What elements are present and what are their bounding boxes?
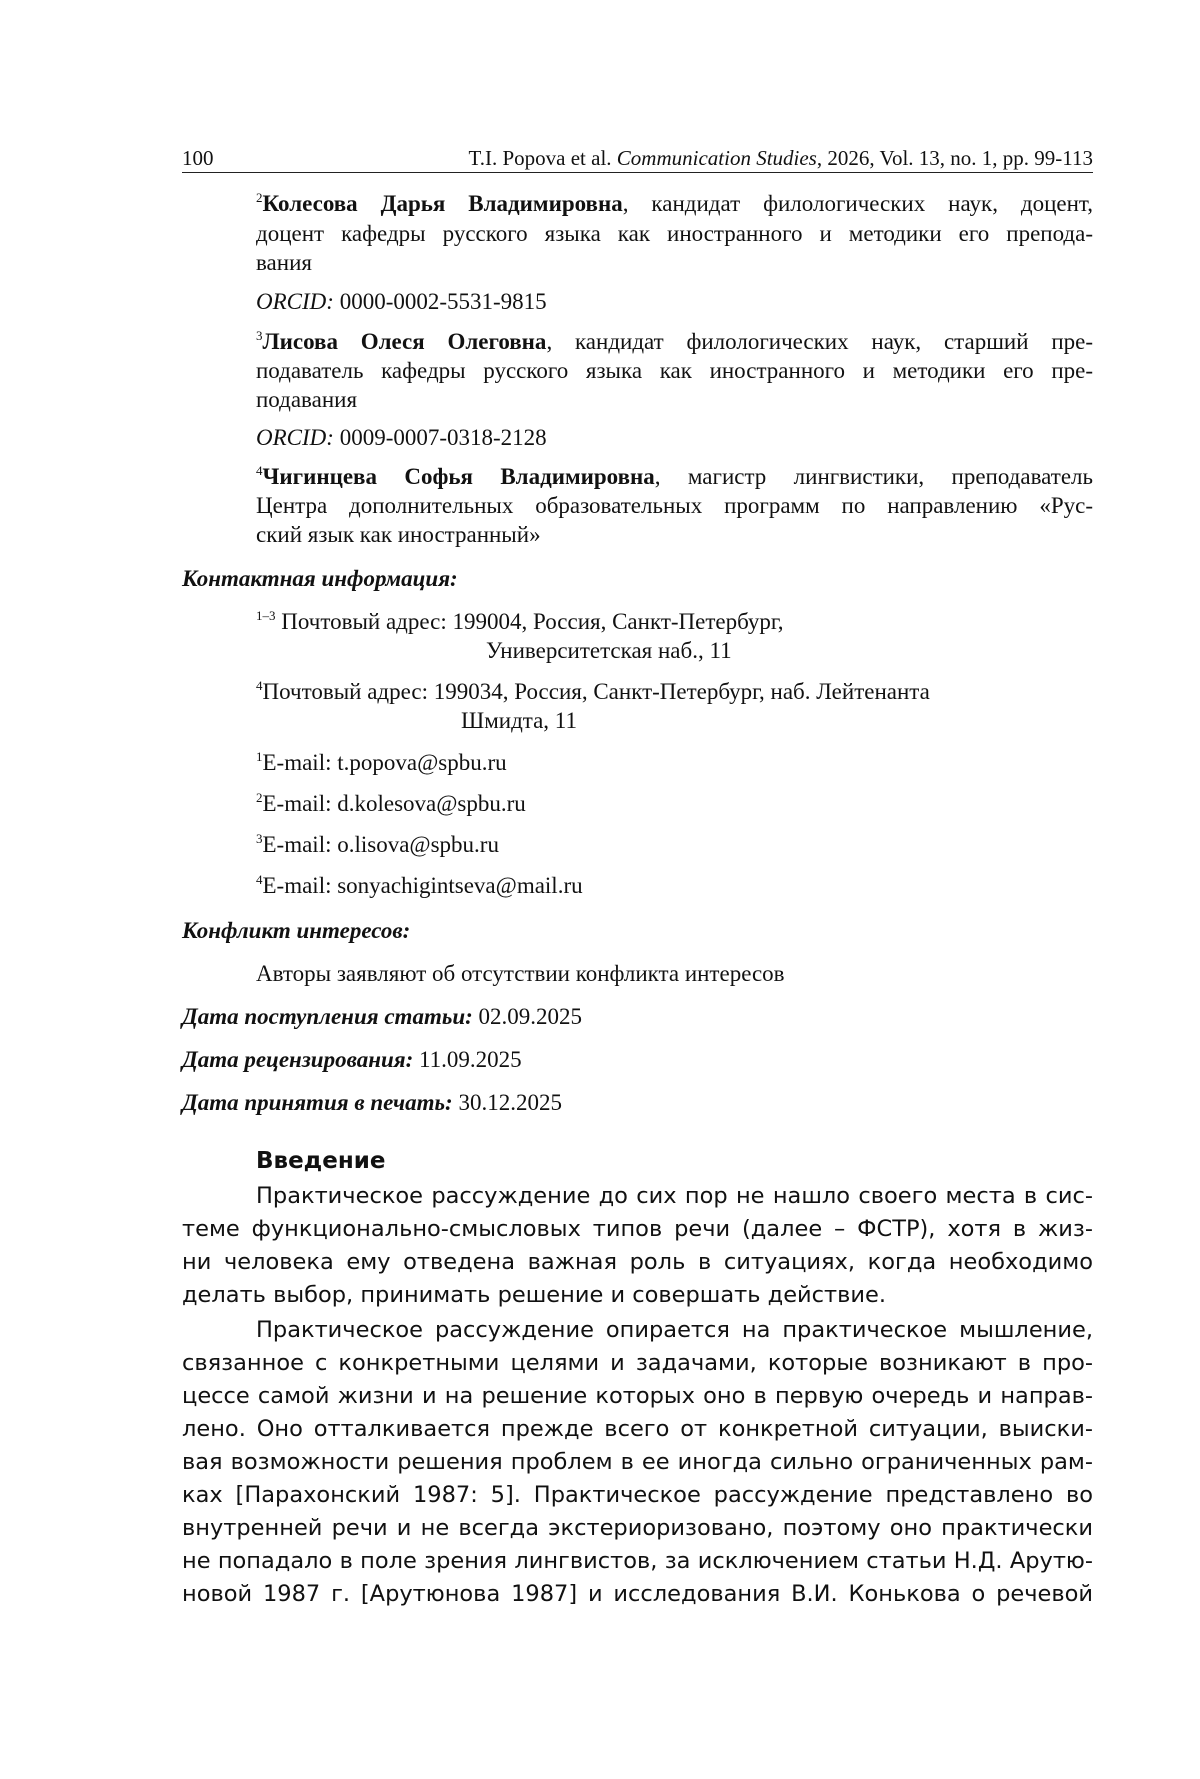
author-name: Лисова Олеся Олеговна (262, 329, 547, 354)
paragraph-line: внутренней речи и не всегда экстериоризовано, поэтому оно практически (182, 1515, 1093, 1541)
author-name: Колесова Дарья Владимировна (262, 191, 623, 216)
author-line: подавания (256, 387, 358, 412)
paragraph-line: теме функционально-смысловых типов речи (далее – ФСТР), хотя в жиз- (182, 1216, 1093, 1242)
author-line: вания (256, 250, 312, 275)
conflict-text: Авторы заявляют об отсутствии конфликта интересов (256, 961, 785, 986)
author-name: Чигинцева Софья Владимировна (262, 464, 655, 489)
email-number: 3 (256, 831, 263, 846)
email-label: E-mail: (262, 791, 332, 816)
author-line: доцент кафедры русского языка как иностранного и методики его препода- (256, 221, 1093, 246)
author-affiliation: , кандидат филологических наук, доцент, (622, 191, 1093, 216)
paragraph-line: делать выбор, принимать решение и совершать действие. (182, 1282, 887, 1308)
email-label: E-mail: (262, 832, 332, 857)
orcid-value: 0009-0007-0318-2128 (333, 425, 547, 450)
paragraph-line: ни человека ему отведена важная роль в ситуациях, когда необходимо (182, 1249, 1093, 1275)
address-text: Почтовый адрес: 199004, Россия, Санкт-Петербург, (281, 609, 784, 634)
address-text: Почтовый адрес: 199034, Россия, Санкт-Петербург, наб. Лейтенанта (262, 679, 930, 704)
paragraph-line: Практическое рассуждение опирается на практическое мышление, (256, 1317, 1093, 1343)
author-line: Центра дополнительных образовательных программ по направлению «Рус- (256, 493, 1093, 518)
page-number: 100 (182, 146, 214, 170)
paragraph-line: вая возможности решения проблем в ее иногда сильно ограниченных рам- (182, 1449, 1093, 1475)
orcid-value: 0000-0002-5531-9815 (333, 289, 547, 314)
author-affiliation: , кандидат филологических наук, старший пре- (546, 329, 1093, 354)
author-number: 2 (256, 190, 263, 205)
orcid-label: ORCID: (256, 289, 334, 314)
author-number: 4 (256, 463, 263, 478)
address-line (256, 678, 930, 706)
paragraph-line: ках [Парахонский 1987: 5]. Практическое рассуждение представлено во (182, 1482, 1093, 1508)
email-value: d.kolesova@spbu.ru (337, 791, 526, 816)
date-value: 30.12.2025 (452, 1090, 562, 1115)
address-line (256, 608, 784, 636)
email-label: E-mail: (262, 873, 332, 898)
orcid-line (256, 288, 547, 316)
header-citation: , 2026, Vol. 13, no. 1, pp. 99-113 (816, 146, 1093, 170)
author-line: подаватель кафедры русского языка как иностранного и методики его пре- (256, 358, 1093, 383)
date-value: 11.09.2025 (413, 1047, 522, 1072)
date-label: Дата поступления статьи: (182, 1004, 473, 1029)
header-authors: T.I. Popova et al. (468, 146, 612, 170)
orcid-label: ORCID: (256, 425, 334, 450)
author-line: ский язык как иностранный» (256, 522, 541, 547)
email-line (256, 790, 526, 818)
email-value: sonyachigintseva@mail.ru (337, 873, 583, 898)
author-line (256, 463, 1093, 491)
paragraph-line: лено. Оно отталкивается прежде всего от конкретной ситуации, выиски- (182, 1416, 1093, 1442)
author-number: 3 (256, 328, 263, 343)
email-number: 2 (256, 790, 263, 805)
date-label: Дата рецензирования: (182, 1047, 414, 1072)
orcid-line (256, 424, 547, 452)
email-number: 4 (256, 872, 263, 887)
author-line (256, 328, 1093, 356)
date-reviewed (182, 1046, 522, 1074)
section-heading: Введение (256, 1148, 386, 1174)
running-title (468, 146, 1093, 171)
contact-heading: Контактная информация: (182, 566, 458, 591)
email-label: E-mail: (262, 750, 332, 775)
email-line (256, 831, 499, 859)
paragraph-line: цессе самой жизни и на решение которых оно в первую очередь и направ- (182, 1383, 1093, 1409)
email-line (256, 749, 507, 777)
address-continuation: Университетская наб., 11 (486, 638, 732, 663)
date-value: 02.09.2025 (472, 1004, 583, 1029)
address-continuation: Шмидта, 11 (461, 708, 577, 733)
paragraph-line: не попадало в поле зрения лингвистов, за исключением статьи Н.Д. Арутю- (182, 1548, 1093, 1574)
email-number: 1 (256, 749, 263, 764)
address-number: 4 (256, 678, 263, 693)
address-number: 1–3 (256, 608, 276, 623)
date-label: Дата принятия в печать: (182, 1090, 453, 1115)
author-affiliation: , магистр лингвистики, преподаватель (654, 464, 1093, 489)
author-line (256, 190, 1093, 218)
paragraph-line: новой 1987 г. [Арутюнова 1987] и исследования В.И. Конькова о речевой (182, 1581, 1093, 1607)
email-value: o.lisova@spbu.ru (337, 832, 499, 857)
date-received (182, 1003, 582, 1031)
running-header (182, 144, 1093, 173)
date-accepted (182, 1089, 562, 1117)
paragraph-line: Практическое рассуждение до сих пор не нашло своего места в сис- (256, 1183, 1093, 1209)
email-value: t.popova@spbu.ru (337, 750, 507, 775)
conflict-heading: Конфликт интересов: (182, 918, 411, 943)
header-journal: Communication Studies (616, 146, 817, 170)
email-line (256, 872, 583, 900)
paragraph-line: связанное с конкретными целями и задачами, которые возникают в про- (182, 1350, 1093, 1376)
